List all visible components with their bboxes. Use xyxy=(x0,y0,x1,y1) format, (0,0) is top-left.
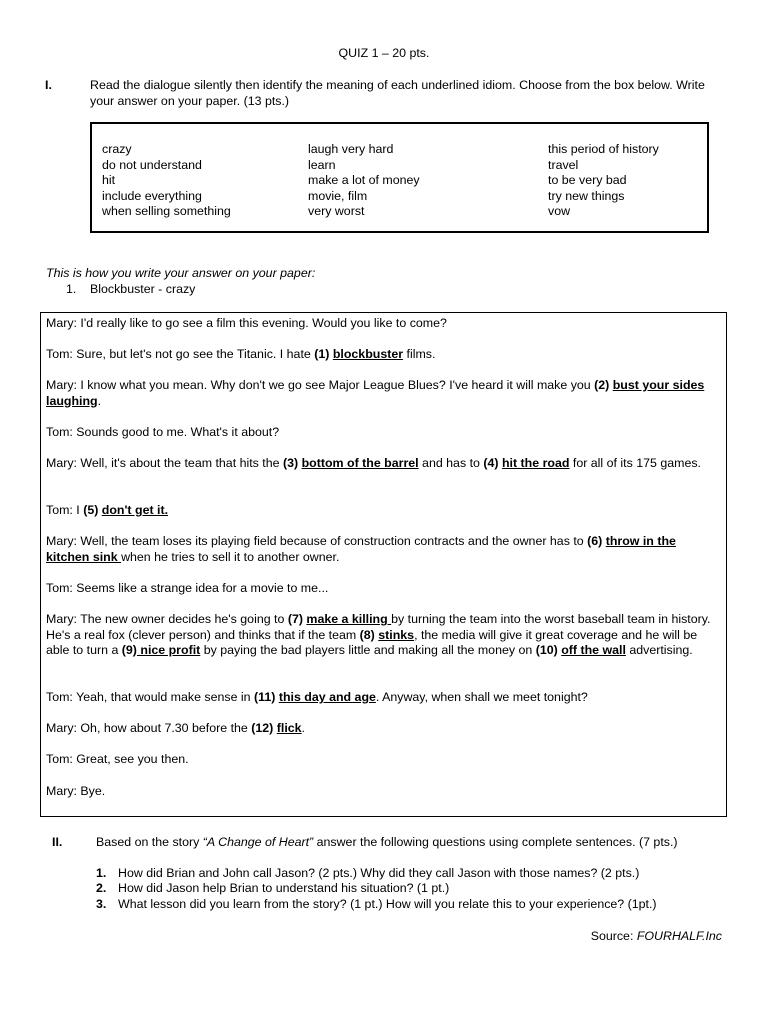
dialogue-box xyxy=(40,312,727,817)
dialogue-line xyxy=(46,784,721,800)
dialogue-text: . Anyway, when shall we meet tonight? xyxy=(375,690,588,704)
question-number: 3. xyxy=(96,897,107,911)
question-number: 2. xyxy=(96,881,107,895)
word-choice: laugh very hard xyxy=(308,142,394,156)
word-choice: to be very bad xyxy=(548,173,627,187)
source-name: FOURHALF.Inc xyxy=(636,929,722,943)
word-column-1 xyxy=(102,142,231,220)
dialogue-line xyxy=(46,456,721,472)
item-number: (5) xyxy=(83,503,102,517)
example-heading: This is how you write your answer on your paper: xyxy=(46,266,316,280)
underlined-idiom: make a killing xyxy=(306,612,392,626)
word-choice: vow xyxy=(548,204,571,218)
question-number: 1. xyxy=(96,866,107,880)
dialogue-line xyxy=(46,721,721,737)
question-item xyxy=(96,866,736,882)
dialogue-line xyxy=(46,752,721,768)
dialogue-text: by turning the team into the worst baseball team in history. He's a real fox (clever person) and thinks that if the team xyxy=(46,612,711,642)
dialogue-text: Tom: Seems like a strange idea for a movie to me... xyxy=(46,581,329,595)
dialogue-text: advertising. xyxy=(625,643,693,657)
dialogue-text: Mary: The new owner decides he's going to xyxy=(46,612,288,626)
dialogue-line xyxy=(46,612,721,659)
word-choice: try new things xyxy=(548,188,625,203)
underlined-idiom: nice profit xyxy=(136,643,201,657)
underlined-idiom: this day and age xyxy=(278,690,376,704)
word-column-3 xyxy=(548,142,659,220)
item-number: (1) xyxy=(314,347,333,361)
dialogue-text: Mary: I'd really like to go see a film this evening. Would you like to come? xyxy=(46,316,447,330)
section-1-instructions: Read the dialogue silently then identify the meaning of each underlined idiom. Choose from the box below. Write your answer on your paper. (13 pts.) xyxy=(90,78,705,108)
dialogue-text: , the media will give it great coverage and he will be able to turn a xyxy=(46,627,698,657)
question-text: What lesson did you learn from the story? (1 pt.) How will you relate this to your experience? (1pt.) xyxy=(118,897,657,911)
item-number: (7) xyxy=(287,612,307,626)
dialogue-text: Tom: I xyxy=(46,503,84,517)
item-number: (8) xyxy=(359,627,379,642)
source-credit xyxy=(591,929,722,945)
dialogue-text: for all of its 175 games. xyxy=(569,456,701,470)
dialogue-line xyxy=(46,690,721,706)
dialogue-text: Tom: Sure, but let's not go see the Titanic. I hate xyxy=(46,347,315,361)
dialogue-text: Mary: Well, it's about the team that hits the xyxy=(46,456,283,470)
underlined-idiom: bust your sides laughing xyxy=(46,378,705,408)
word-choice: when selling something xyxy=(102,204,231,218)
item-number: (2) xyxy=(594,378,613,392)
word-choice: movie, film xyxy=(308,188,368,203)
dialogue-line xyxy=(46,534,721,565)
underlined-idiom: blockbuster xyxy=(332,347,404,361)
story-title: “A Change of Heart” xyxy=(202,835,314,849)
word-choice: include everything xyxy=(102,188,202,203)
word-choice: hit xyxy=(102,173,116,187)
word-choice: crazy xyxy=(102,142,132,156)
dialogue-text: by paying the bad players little and making all the money on xyxy=(200,643,536,657)
word-choice: travel xyxy=(548,157,579,172)
dialogue-text: films. xyxy=(403,347,436,361)
dialogue-text: Mary: I know what you mean. Why don't we go see Major League Blues? I've heard it will make you xyxy=(46,378,595,392)
dialogue-text: . xyxy=(97,393,102,408)
instruction-text: answer the following questions using complete sentences. (7 pts.) xyxy=(313,835,678,849)
underlined-idiom: throw in the kitchen sink xyxy=(46,534,676,564)
source-label: Source: xyxy=(590,929,637,943)
item-number: (9) xyxy=(121,643,137,657)
underlined-idiom: hit the road xyxy=(501,456,570,470)
example-number: 1. xyxy=(66,282,77,296)
word-choice-box xyxy=(90,122,709,233)
word-choice: learn xyxy=(308,157,336,172)
dialogue-line xyxy=(46,425,721,441)
dialogue-line xyxy=(46,581,721,597)
instruction-text: Based on the story xyxy=(96,835,203,849)
item-number: (11) xyxy=(254,690,279,704)
dialogue-text: and has to xyxy=(418,456,484,470)
word-choice: this period of history xyxy=(548,142,659,156)
dialogue-line xyxy=(46,316,721,332)
underlined-idiom: off the wall xyxy=(561,643,626,657)
underlined-idiom: stinks xyxy=(378,627,415,642)
quiz-title: QUIZ 1 – 20 pts. xyxy=(338,46,430,60)
section-2-numeral: II. xyxy=(52,835,63,849)
underlined-idiom: flick xyxy=(276,721,302,735)
question-item xyxy=(96,881,736,897)
question-item xyxy=(96,897,736,913)
dialogue-text: Mary: Bye. xyxy=(46,784,106,798)
item-number: (6) xyxy=(587,534,606,548)
example-answer-text: Blockbuster - crazy xyxy=(90,282,196,296)
dialogue-text: . xyxy=(301,721,305,735)
question-text: How did Brian and John call Jason? (2 pts.) Why did they call Jason with those names? (2 pts.) xyxy=(118,866,640,880)
question-text: How did Jason help Brian to understand his situation? (1 pt.) xyxy=(118,881,450,895)
dialogue-text: when he tries to sell it to another owner. xyxy=(121,549,340,564)
dialogue-line xyxy=(46,378,721,409)
underlined-idiom: bottom of the barrel xyxy=(301,456,419,470)
dialogue-text: Tom: Yeah, that would make sense in xyxy=(46,690,255,704)
section-1-numeral: I. xyxy=(45,78,52,92)
dialogue-text: Tom: Sounds good to me. What's it about? xyxy=(46,425,280,439)
section-2-instructions xyxy=(96,835,736,851)
dialogue-line xyxy=(46,503,721,519)
item-number: (3) xyxy=(282,456,302,470)
underlined-idiom: don't get it. xyxy=(101,503,169,517)
dialogue-text: Mary: Well, the team loses its playing field because of construction contracts and the owner has to xyxy=(46,534,588,548)
item-number: (12) xyxy=(251,721,277,735)
dialogue-line xyxy=(46,347,721,363)
word-choice: do not understand xyxy=(102,157,202,172)
word-choice: very worst xyxy=(308,204,365,218)
item-number: (10) xyxy=(535,643,562,657)
word-choice: make a lot of money xyxy=(308,173,420,187)
example-answer xyxy=(66,282,195,298)
dialogue-text: Tom: Great, see you then. xyxy=(46,752,189,766)
word-column-2 xyxy=(308,142,420,220)
dialogue-text: Mary: Oh, how about 7.30 before the xyxy=(46,721,252,735)
item-number: (4) xyxy=(483,456,502,470)
